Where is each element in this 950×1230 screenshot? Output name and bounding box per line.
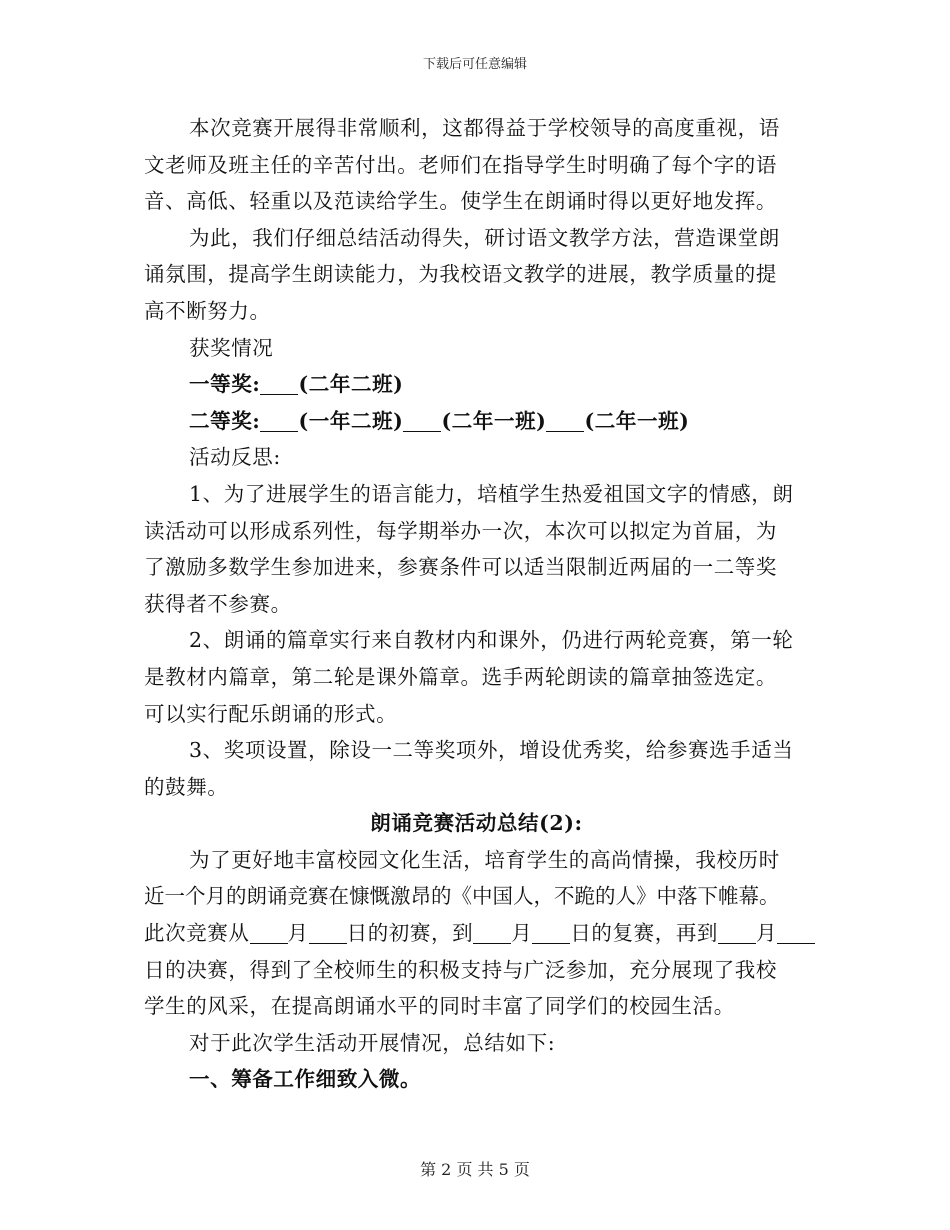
page-footer: 第 2 页 共 5 页 [420, 1160, 530, 1179]
paragraph-line: 为此，我们仔细总结活动得失，研讨语文教学方法，营造课堂朗 [189, 225, 780, 250]
paragraph-line: 诵氛围，提高学生朗读能力，为我校语文教学的进展，教学质量的提 [144, 262, 777, 287]
paragraph-line: 音、高低、轻重以及范读给学生。使学生在朗诵时得以更好地发挥。 [144, 189, 777, 214]
list-item-line: 可以实行配乐朗诵的形式。 [144, 701, 398, 726]
awards-heading: 获奖情况 [189, 335, 274, 360]
blank-line [532, 921, 570, 944]
second-prize-label: 二等奖: [189, 408, 261, 433]
list-item-line: 是教材内篇章，第二轮是课外篇章。选手两轮朗读的篇章抽签选定。 [144, 664, 777, 689]
paragraph-line: 对于此次学生活动开展情况，总结如下: [189, 1030, 556, 1055]
blank-line [473, 921, 511, 944]
month-text: 月 [511, 921, 533, 946]
paragraph-line: 为了更好地丰富校园文化生活，培育学生的高尚情操，我校历时 [189, 847, 780, 872]
month-text: 月 [287, 921, 309, 946]
list-item-line: 3、奖项设置，除设一二等奖项外，增设优秀奖，给参赛选手适当 [189, 738, 794, 763]
list-item-line: 2、朗诵的篇章实行来自教材内和课外，仍进行两轮竞赛，第一轮 [189, 628, 794, 653]
second-prize-line [144, 403, 809, 440]
page-header: 下载后可任意编辑 [422, 57, 527, 72]
blank-line [260, 372, 298, 395]
paragraph-line: 学生的风采，在提高朗诵水平的同时丰富了同学们的校园生活。 [144, 994, 735, 1019]
list-item-line: 1、为了进展学生的语言能力，培植学生热爱祖国文字的情感，朗 [189, 481, 794, 506]
list-item-line: 读活动可以形成系列性，每学期举办一次，本次可以拟定为首届，为 [144, 518, 777, 543]
second-prize-class-2: (二年一班) [441, 408, 547, 433]
first-prize-label: 一等奖: [189, 372, 261, 397]
reflection-heading: 活动反思: [189, 445, 281, 470]
blank-line [309, 921, 347, 944]
blank-line [718, 921, 756, 944]
section-title: 朗诵竞赛活动总结(2): [370, 811, 583, 836]
date-text: 此次竞赛从 [144, 921, 250, 946]
blank-line [250, 921, 288, 944]
document-body [144, 110, 809, 1098]
date-text: 日的复赛，再到 [570, 921, 719, 946]
paragraph-line: 文老师及班主任的辛苦付出。老师们在指导学生时明确了每个字的语 [144, 152, 777, 177]
second-prize-class-3: (二年一班) [584, 408, 690, 433]
list-item-line: 了激励多数学生参加进来，参赛条件可以适当限制近两届的一二等奖 [144, 555, 777, 580]
date-line [144, 915, 809, 952]
first-prize-class: (二年二班) [298, 372, 404, 397]
list-item-line: 的鼓舞。 [144, 774, 229, 799]
first-prize-line [144, 366, 809, 403]
blank-line [777, 921, 815, 944]
second-prize-class-1: (一年二班) [298, 408, 404, 433]
blank-line [403, 409, 441, 432]
blank-line [546, 409, 584, 432]
list-item-line: 获得者不参赛。 [144, 591, 292, 616]
paragraph-line: 高不断努力。 [144, 298, 271, 323]
month-text: 月 [756, 921, 778, 946]
paragraph-line: 日的决赛，得到了全校师生的积极支持与广泛参加，充分展现了我校 [144, 957, 777, 982]
sub-heading: 一、筹备工作细致入微。 [189, 1067, 422, 1092]
paragraph-line: 本次竞赛开展得非常顺利，这都得益于学校领导的高度重视，语 [189, 116, 780, 140]
paragraph-line: 近一个月的朗诵竞赛在慷慨激昂的《中国人，不跪的人》中落下帷幕。 [144, 884, 780, 909]
date-text: 日的初赛，到 [346, 921, 474, 946]
blank-line [260, 409, 298, 432]
